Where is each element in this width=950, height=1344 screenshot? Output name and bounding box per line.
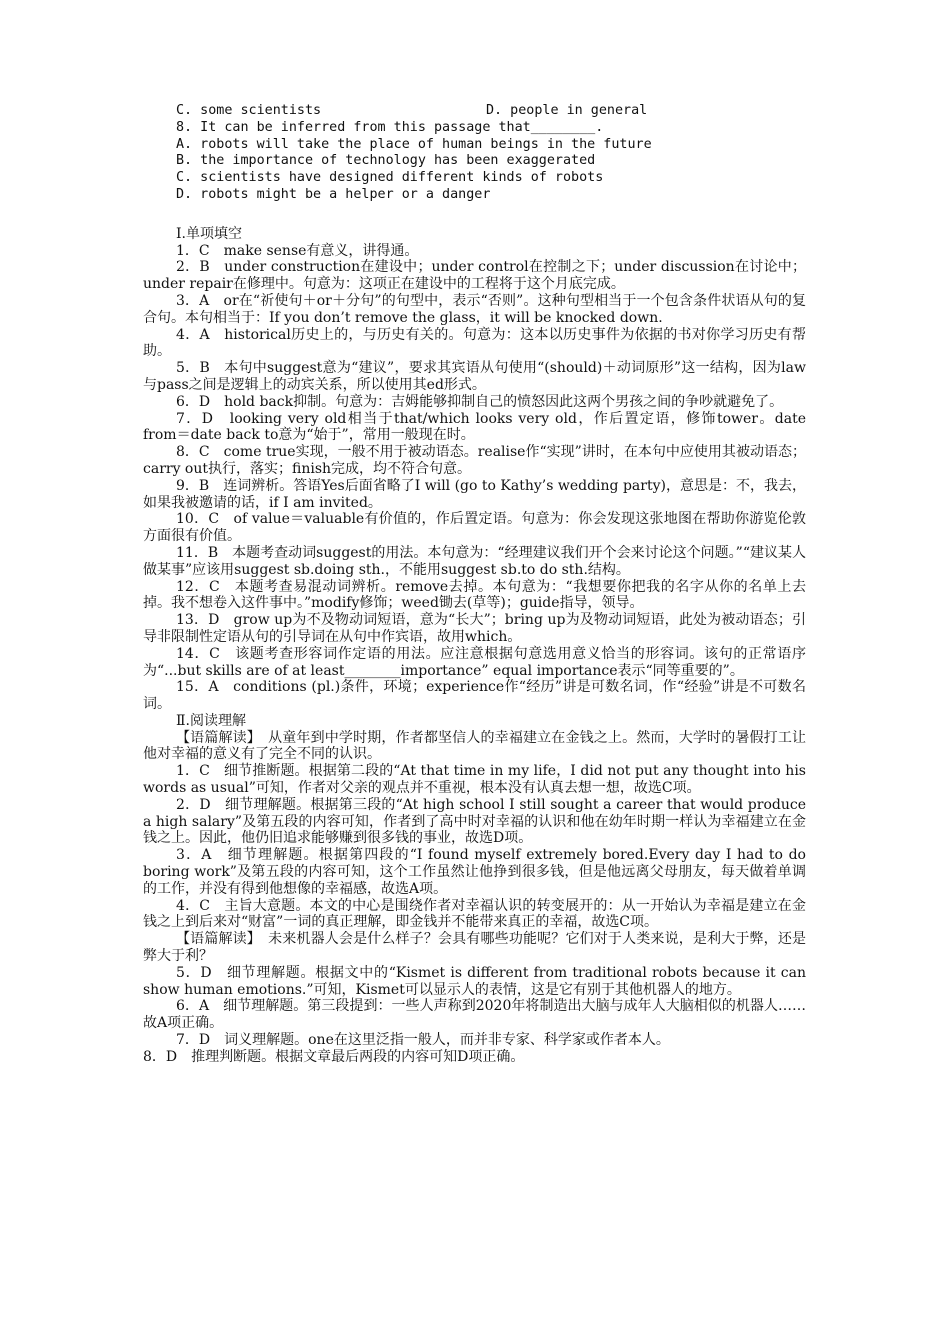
passage-2-intro: 【语篇解读】 未来机器人会是什么样子？会具有哪些功能呢？它们对于人类来说，是利大于弊，还是弊大于利？ [143, 931, 806, 965]
answer-6: 6．D hold back抑制。句意为：吉姆能够抑制自己的愤怒因此这两个男孩之间的争吵就避免了。 [176, 393, 784, 410]
answer-9: 9．B 连词辨析。答语Yes后面省略了I will (go to Kathy’s wedding party)，意思是：不，我去，如果我被邀请的话，if I am invited。 [143, 477, 806, 511]
passage-2-answers [143, 965, 806, 1049]
reading-answer-5: 5．D 细节理解题。根据文中的“Kismet is different from traditional robots because it can show human emotions.”可知，Kismet可以显示人的表情，这是它有别于其他机器人的地方。 [143, 964, 806, 998]
answer-4: 4．A historical历史上的，与历史有关的。句意为：这本以历史事件为依据的书对你学习历史有帮助。 [143, 326, 806, 360]
question-8-option-a: A. robots will take the place of human beings in the future [176, 136, 652, 152]
reading-answer-8: 8．D 推理判断题。根据文章最后两段的内容可知D项正确。 [143, 1048, 525, 1065]
section-1-title: Ⅰ.单项填空 [176, 225, 242, 242]
document-page [143, 103, 806, 1066]
passage-1-intro: 【语篇解读】 从童年到中学时期，作者都坚信人的幸福建立在金钱之上。然而，大学时的暑假打工让他对幸福的意义有了完全不同的认识。 [143, 729, 806, 763]
reading-answer-6: 6．A 细节理解题。第三段提到：一些人声称到2020年将制造出大脑与成年人大脑相似的机器人……故A项正确。 [143, 998, 806, 1032]
reading-answer-2: 2．D 细节理解题。根据第三段的“At high school I still sought a career that would produce a high salary”及第五段的内容可知，作者到了高中时对幸福的认识和他在幼年时期一样认为幸福建立在金钱之上。因此，他仍旧追求能够赚到很多钱的事业，故选D项。 [143, 796, 806, 847]
passage-1-answers [143, 763, 806, 931]
answer-5: 5．B 本句中suggest意为“建议”，要求其宾语从句使用“(should)＋动词原形”这一结构，因为law与pass之间是逻辑上的动宾关系，所以使用其ed形式。 [143, 360, 806, 393]
answer-10: 10．C of value＝valuable有价值的，作后置定语。句意为：你会发现这张地图在帮助你游览伦敦方面很有价值。 [143, 511, 806, 545]
answer-7: 7．D looking very old相当于that/which looks very old，作后置定语，修饰tower。date from＝date back to意为“始于”，常用一般现在时。 [143, 410, 806, 444]
option-c: C. some scientists [176, 103, 322, 118]
question-8-option-d: D. robots might be a helper or a danger [176, 186, 491, 202]
answer-8: 8．C come true实现，一般不用于被动语态。realise作“实现”讲时，在本句中应使用其被动语态；carry out执行，落实；finish完成，均不符合句意。 [143, 444, 806, 477]
answer-15: 15．A conditions (pl.)条件，环境；experience作“经历”讲是可数名词，作“经验”讲是不可数名词。 [143, 679, 806, 713]
answer-11: 11．B 本题考查动词suggest的用法。本句意为：“经理建议我们开个会来讨论这个问题。”“建议某人做某事”应该用suggest sb.doing sth.，不能用suggest sb.to do sth.结构。 [143, 544, 806, 578]
answer-13: 13．D grow up为不及物动词短语，意为“长大”；bring up为及物动词短语，此处为被动语态；引导非限制性定语从句的引导词在从句中作宾语，故用which。 [143, 612, 806, 645]
question-8-option-b: B. the importance of technology has been exaggerated [176, 153, 596, 169]
answer-2: 2．B under construction在建设中；under control在控制之下；under discussion在讨论中；under repair在修理中。句意为：这项正在建设中的工程将于这个月底完成。 [143, 259, 806, 293]
option-d: D. people in general [486, 103, 648, 118]
options-cd-row [143, 103, 806, 120]
answer-1: 1．C make sense有意义，讲得通。 [176, 242, 419, 259]
answer-3: 3．A or在“祈使句＋or＋分句”的句型中，表示“否则”。这种句型相当于一个包含条件状语从句的复合句。本句相当于：If you don’t remove the glass，it will be knocked down. [143, 292, 806, 326]
reading-answer-4: 4．C 主旨大意题。本文的中心是围绕作者对幸福认识的转变展开的：从一开始认为幸福是建立在金钱之上到后来对“财富”一词的真正理解，即金钱并不能带来真正的幸福，故选C项。 [143, 897, 806, 931]
answer-12: 12．C 本题考查易混动词辨析。remove去掉。本句意为：“我想要你把我的名字从你的名单上去掉。我不想卷入这件事中。”modify修饰；weed锄去(草等)；guide指导，领导。 [143, 578, 806, 612]
reading-answer-7: 7．D 词义理解题。one在这里泛指一般人，而并非专家、科学家或作者本人。 [176, 1032, 670, 1049]
section-2-title: Ⅱ.阅读理解 [176, 712, 246, 729]
reading-answer-3: 3．A 细节理解题。根据第四段的“I found myself extremely bored.Every day I had to do boring work”及第五段的内容可知，这个工作虽然让他挣到很多钱，但是他远离父母朋友，每天做着单调的工作，并没有得到他想像的幸福感，故选A项。 [143, 847, 806, 897]
question-8-option-c: C. scientists have designed different kinds of robots [176, 170, 604, 186]
question-8: 8. It can be inferred from this passage that________. [176, 119, 604, 135]
reading-answer-1: 1．C 细节推断题。根据第二段的“At that time in my life，I did not put any thought into his words as usual”可知，作者对父亲的观点并不重视，根本没有认真去想一想，故选C项。 [143, 763, 806, 797]
answer-14: 14．C 该题考查形容词作定语的用法。应注意根据句意选用意义恰当的形容词。该句的正常语序为“...but skills are of at least________importance” equal importance表示“同等重要的”。 [143, 645, 806, 679]
answers-list [143, 243, 806, 713]
